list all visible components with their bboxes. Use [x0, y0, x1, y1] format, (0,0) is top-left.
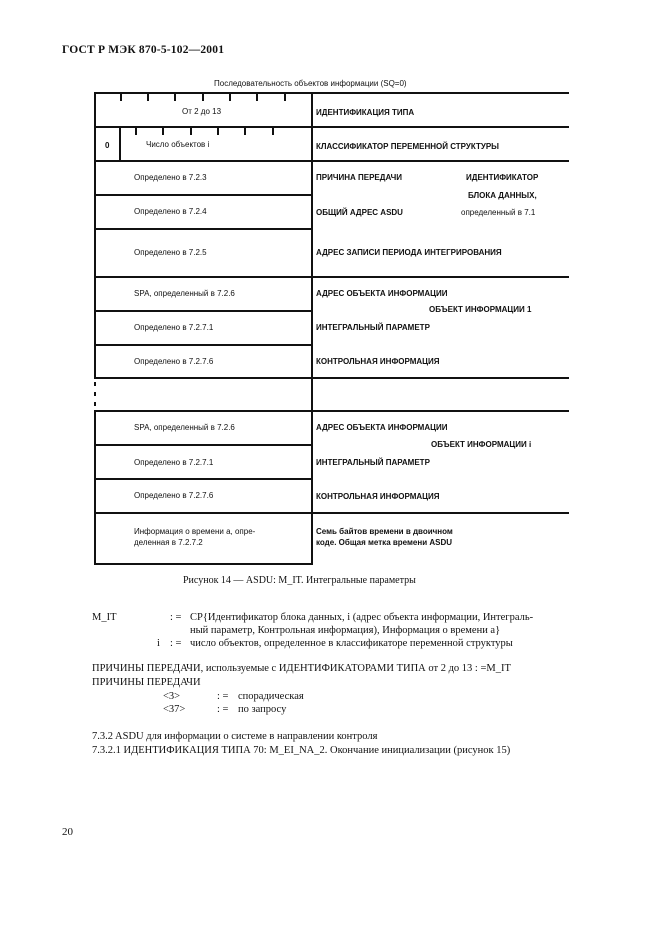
- bit-tick: [229, 94, 231, 101]
- page-header: ГОСТ Р МЭК 870-5-102—2001: [62, 44, 225, 56]
- bit-tick: [244, 128, 246, 135]
- label-control-i: КОНТРОЛЬНАЯ ИНФОРМАЦИЯ: [316, 492, 440, 501]
- row-line: [94, 228, 313, 230]
- row-line: [94, 563, 313, 565]
- label-object-i: ОБЪЕКТ ИНФОРМАЦИИ i: [431, 440, 532, 449]
- bit-tick: [272, 128, 274, 135]
- label-period-address: АДРЕС ЗАПИСИ ПЕРИОДА ИНТЕГРИРОВАНИЯ: [316, 248, 502, 257]
- left-border-lower: [94, 410, 96, 565]
- label-cot: ПРИЧИНА ПЕРЕДАЧИ: [316, 173, 402, 182]
- def-line2: ный параметр, Контрольная информация), Информация о времени а}: [190, 625, 501, 636]
- cell-control-1: Определено в 7.2.7.6: [134, 357, 214, 366]
- ellipsis-dash: [94, 392, 96, 396]
- divider: [311, 92, 313, 565]
- label-time-1: Семь байтов времени в двоичном: [316, 527, 453, 536]
- row-line: [94, 344, 313, 346]
- def-eq: : =: [170, 612, 182, 623]
- zero-divider: [119, 126, 121, 160]
- row-line: [94, 194, 313, 196]
- cell-control-i: Определено в 7.2.7.6: [134, 491, 214, 500]
- label-integral-1: ИНТЕГРАЛЬНЫЙ ПАРАМЕТР: [316, 323, 430, 332]
- causes-line2: ПРИЧИНЫ ПЕРЕДАЧИ: [92, 677, 201, 688]
- ellipsis-dash: [94, 382, 96, 386]
- cell-time-1: Информация о времени а, опре-: [134, 527, 256, 536]
- cause-text-3: спорадическая: [238, 691, 304, 702]
- bit-tick: [202, 94, 204, 101]
- row-line: [94, 160, 569, 162]
- row-line: [94, 512, 569, 514]
- cause-code-3: <3>: [163, 691, 181, 702]
- row-line: [94, 478, 313, 480]
- label-common-address: ОБЩИЙ АДРЕС ASDU: [316, 208, 403, 217]
- section-7-3-2-1: 7.3.2.1 ИДЕНТИФИКАЦИЯ ТИПА 70: M_EI_NA_2. Окончание инициализации (рисунок 15): [92, 745, 511, 756]
- label-time-2: коде. Общая метка времени ASDU: [316, 538, 453, 547]
- bit-tick: [217, 128, 219, 135]
- row-line: [94, 276, 569, 278]
- label-integral-i: ИНТЕГРАЛЬНЫЙ ПАРАМЕТР: [316, 458, 430, 467]
- label-dbi-2: БЛОКА ДАННЫХ,: [468, 191, 537, 200]
- cause-eq-3: : =: [217, 691, 229, 702]
- cause-eq-37: : =: [217, 704, 229, 715]
- ellipsis-dash: [94, 402, 96, 406]
- cell-cot: Определено в 7.2.3: [134, 173, 207, 182]
- cell-integral-i: Определено в 7.2.7.1: [134, 458, 214, 467]
- bit-tick: [120, 94, 122, 101]
- bit-tick: [284, 94, 286, 101]
- cell-common-address: Определено в 7.2.4: [134, 207, 207, 216]
- cell-zero: 0: [105, 141, 110, 150]
- bit-tick: [135, 128, 137, 135]
- cell-spa-1: SPA, определенный в 7.2.6: [134, 289, 235, 298]
- cell-time-2: деленная в 7.2.7.2: [134, 538, 203, 547]
- label-ioa-i: АДРЕС ОБЪЕКТА ИНФОРМАЦИИ: [316, 423, 448, 432]
- label-control-1: КОНТРОЛЬНАЯ ИНФОРМАЦИЯ: [316, 357, 440, 366]
- cell-period-address: Определено в 7.2.5: [134, 248, 207, 257]
- cell-object-count: Число объектов i: [146, 140, 210, 149]
- def-i-text: число объектов, определенное в классификаторе переменной структуры: [190, 638, 513, 649]
- cell-type-range: От 2 до 13: [182, 107, 222, 116]
- label-type-id: ИДЕНТИФИКАЦИЯ ТИПА: [316, 108, 415, 117]
- label-vsq: КЛАССИФИКАТОР ПЕРЕМЕННОЙ СТРУКТУРЫ: [316, 142, 499, 151]
- row-line: [94, 444, 313, 446]
- bit-tick: [190, 128, 192, 135]
- def-line1: CP{Идентификатор блока данных, i (адрес объекта информации, Интеграль-: [190, 612, 534, 623]
- section-7-3-2: 7.3.2 ASDU для информации о системе в направлении контроля: [92, 731, 378, 742]
- asdu-diagram: [94, 92, 569, 565]
- cell-integral-1: Определено в 7.2.7.1: [134, 323, 214, 332]
- page-number: 20: [62, 826, 73, 838]
- row-line: [94, 310, 313, 312]
- row-line: [94, 410, 569, 412]
- bit-tick: [256, 94, 258, 101]
- label-ioa-1: АДРЕС ОБЪЕКТА ИНФОРМАЦИИ: [316, 289, 448, 298]
- row-line: [94, 126, 569, 128]
- label-object-1: ОБЪЕКТ ИНФОРМАЦИИ 1: [429, 305, 532, 314]
- row-line: [94, 92, 569, 94]
- causes-line1: ПРИЧИНЫ ПЕРЕДАЧИ, используемые с ИДЕНТИФИКАТОРАМИ ТИПА от 2 до 13 : =M_IT: [92, 663, 511, 674]
- cell-spa-i: SPA, определенный в 7.2.6: [134, 423, 235, 432]
- label-dbi-3: определенный в 7.1: [461, 208, 536, 217]
- def-term: M_IT: [92, 612, 117, 623]
- left-border: [94, 92, 96, 377]
- diagram-caption-top: Последовательность объектов информации (SQ=0): [214, 79, 407, 88]
- figure-caption: Рисунок 14 — ASDU: M_IT. Интегральные параметры: [183, 575, 416, 586]
- bit-tick: [174, 94, 176, 101]
- def-i-label: i: [157, 638, 160, 649]
- cause-text-37: по запросу: [238, 704, 287, 715]
- label-dbi-1: ИДЕНТИФИКАТОР: [466, 173, 539, 182]
- cause-code-37: <37>: [163, 704, 186, 715]
- bit-tick: [162, 128, 164, 135]
- row-line: [94, 377, 569, 379]
- def-i-eq: : =: [170, 638, 182, 649]
- bit-tick: [147, 94, 149, 101]
